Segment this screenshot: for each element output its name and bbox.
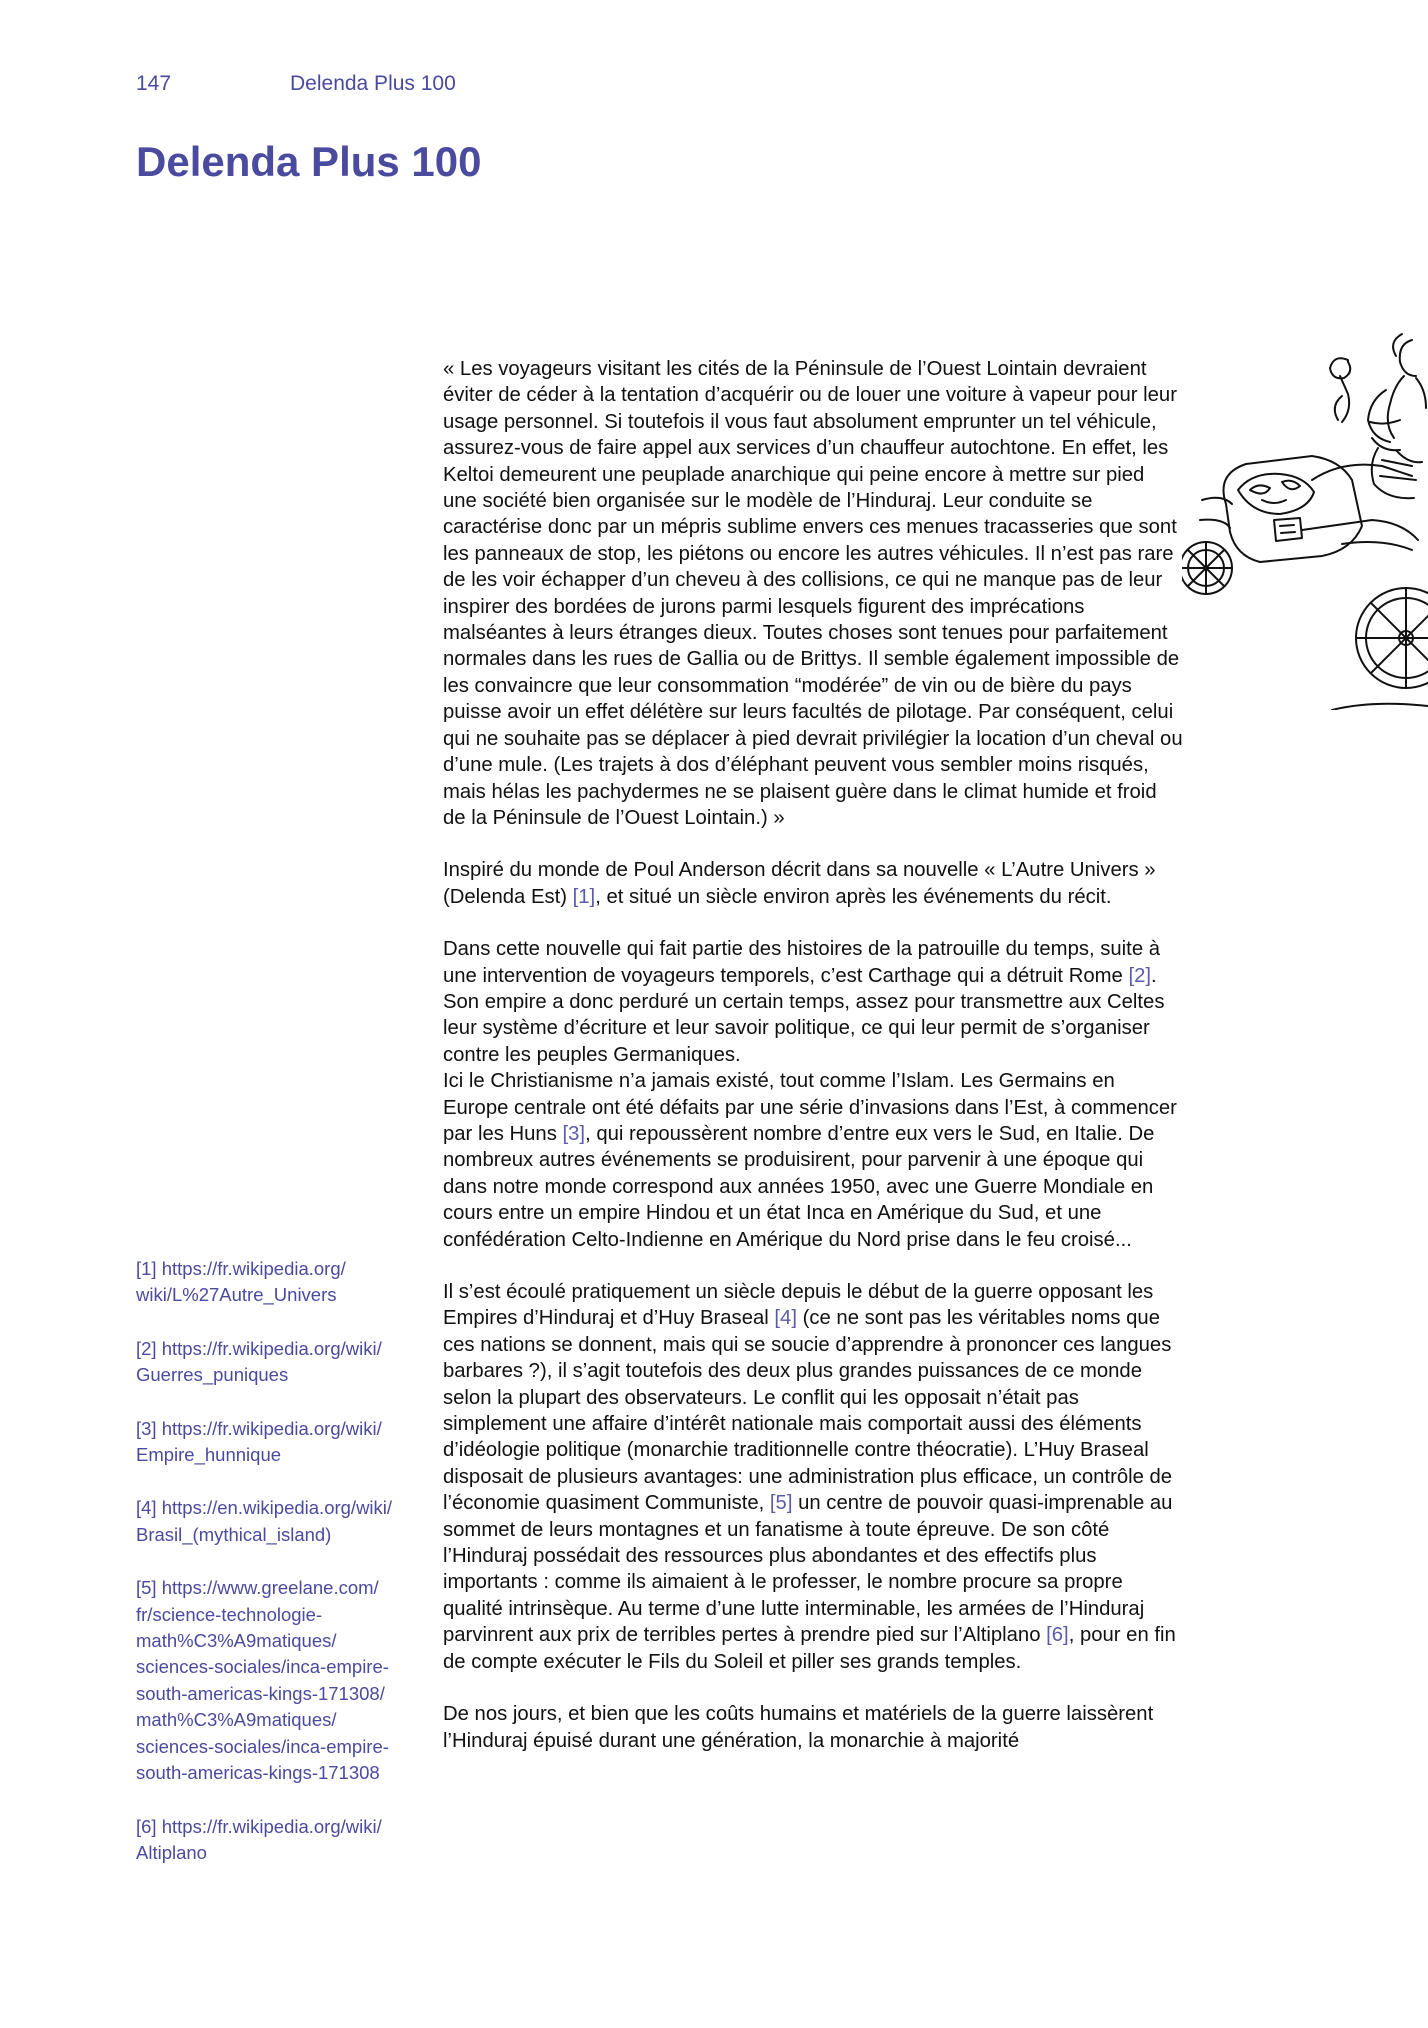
text: Dans cette nouvelle qui fait partie des histoires de la patrouille du temps, suite à une intervention de voyageurs temporels, c’est Carthage qui a détruit Rome xyxy=(443,938,1161,987)
footnote-ref[interactable]: [6] xyxy=(1046,1624,1069,1647)
quote-paragraph: « Les voyageurs visitant les cités de la Péninsule de l’Ouest Lointain devraient éviter de céder à la tentation d’acquérir ou de louer une voiture à vapeur pour leur usage personnel. Si toutefois il vous faut absolument emprunter un tel véhicule, assurez-vous de faire appel aux services d’un chauffeur autochtone. En effet, les Keltoi demeurent une peuplade anarchique qui peine encore à mettre sur pied une société bien organisée sur le modèle de l’Hinduraj. Leur conduite se caractérise donc par un mépris sublime envers ces menues tracasseries que sont les panneaux de stop, les piétons ou encore les autres véhicules. Il n’est pas rare de les voir échapper d’un cheveu à des collisions, ce qui ne manque pas de leur inspirer des bordées de jurons parmi lesquels figurent des imprécations malséantes à leurs étranges dieux. Toutes choses sont tenues pour parfaitement normales dans les rues de Gallia ou de Brittys. Il semble également impossible de les convaincre que leur consommation “modérée” de vin ou de bière du pays puisse avoir un effet délétère sur leurs facultés de pilotage. Par conséquent, celui qui ne souhaite pas se déplacer à pied devrait privilégier la location d’un cheval ou d’une mule. (Les trajets à dos d’éléphant peuvent vous sembler moins risqués, mais hélas les pachydermes ne se plaisent guère dans le climat humide et froid de la Péninsule de l’Ouest Lointain.) » xyxy=(443,358,1183,829)
text: , pour en fin de compte exécuter le Fils du Soleil et piller ses grands temples. xyxy=(443,1624,1176,1673)
steam-car-illustration xyxy=(1182,330,1428,710)
main-text xyxy=(443,356,1183,1780)
text: , et situé un siècle environ après les événements du récit. xyxy=(595,885,1112,908)
text: , qui repoussèrent nombre d’entre eux vers le Sud, en Italie. De nombreux autres événements se produisirent, pour parvenir à une époque qui dans notre monde correspond aux années 1950, avec une Guerre Mondiale en cours entre un empire Hindou et un état Inca en Amérique du Sud, et une confédération Celto-Indienne en Amérique du Nord prise dans le feu croisé... xyxy=(443,1122,1155,1251)
body-paragraph xyxy=(443,857,1183,910)
text: . Son empire a donc perduré un certain temps, assez pour transmettre aux Celtes leur système d’écriture et leur savoir politique, ce qui leur permit de s’organiser contre les peuples Germaniques. xyxy=(443,964,1165,1066)
footnote-ref[interactable]: [1] xyxy=(572,885,596,908)
car-body xyxy=(1200,456,1418,562)
body-paragraph xyxy=(443,936,1183,1253)
page-title: Delenda Plus 100 xyxy=(136,138,482,185)
footnote-ref[interactable]: [5] xyxy=(769,1492,793,1515)
driver-figure xyxy=(1330,334,1426,498)
text: Ici le Christianisme n’a jamais existé, tout comme l’Islam. Les Germains en Europe centrale ont été défaits par une série d’invasions dans l’Est, à commencer par les Huns xyxy=(443,1070,1177,1145)
footnote[interactable]: [3] https://fr.wikipedia.org/wiki/ Empire_hunnique xyxy=(136,1417,382,1466)
footnote[interactable]: [6] https://fr.wikipedia.org/wiki/ Altiplano xyxy=(136,1815,382,1863)
text: (ce ne sont pas les véritables noms que ces nations se donnent, mais qui se soucie d’apprendre à prononcer ces langues barbares ?), il s’agit toutefois des deux plus grandes puissances de ce monde selon la plupart des observateurs. Le conflit qui les opposait n’était pas simplement une affaire d’intérêt nationale mais comportait aussi des éléments d’idéologie politique (monarchie traditionnelle contre théocratie). L’Huy Braseal disposait de plusieurs avantages: une administration plus efficace, un contrôle de l’économie quasiment Communiste, xyxy=(443,1307,1173,1515)
ground-line xyxy=(1332,704,1428,710)
page-number: 147 xyxy=(136,72,172,95)
body-paragraph: De nos jours, et bien que les coûts humains et matériels de la guerre laissèrent l’Hinduraj épuisé durant une génération, la monarchie à majorité xyxy=(443,1703,1154,1752)
text: un centre de pouvoir quasi-imprenable au sommet de leurs montagnes et un fanatisme à toute épreuve. De son côté l’Hinduraj possédait des ressources plus abondantes et des effectifs plus importants : comme ils aimaient à le professer, le nombre procure sa propre qualité intrinsèque. Au terme d’une lutte interminable, les armées de l’Hinduraj parvinrent aux prix de terribles pertes à prendre pied sur l’Altiplano xyxy=(443,1492,1173,1647)
text: Il s’est écoulé pratiquement un siècle depuis le début de la guerre opposant les Empires d’Hinduraj et d’Huy Braseal xyxy=(443,1281,1154,1330)
footnote[interactable]: [4] https://en.wikipedia.org/wiki/ Brasil_(mythical_island) xyxy=(136,1497,393,1545)
running-header xyxy=(136,72,456,96)
car-wheels xyxy=(1182,542,1428,688)
footnote[interactable]: [5] https://www.greelane.com/ fr/science-technologie- math%C3%A9matiques/ sciences-sociales/inca-empire- south-americas-kings-171308/ math%C3%A9matiques/ sciences-sociales/inca-empire- south-americas-kings-171308 xyxy=(136,1577,389,1784)
body-paragraph xyxy=(443,1279,1183,1675)
footnote[interactable]: [2] https://fr.wikipedia.org/wiki/ Guerres_puniques xyxy=(136,1337,382,1386)
running-title: Delenda Plus 100 xyxy=(290,72,456,95)
footnote-ref[interactable]: [4] xyxy=(774,1307,797,1330)
sidenotes xyxy=(136,1256,416,1893)
text: Inspiré du monde de Poul Anderson décrit dans sa nouvelle « L’Autre Univers » (Delenda Est) xyxy=(443,859,1156,908)
footnote-ref[interactable]: [2] xyxy=(1128,964,1151,987)
footnote[interactable]: [1] https://fr.wikipedia.org/ wiki/L%27Autre_Univers xyxy=(136,1258,346,1306)
footnote-ref[interactable]: [3] xyxy=(562,1122,586,1145)
